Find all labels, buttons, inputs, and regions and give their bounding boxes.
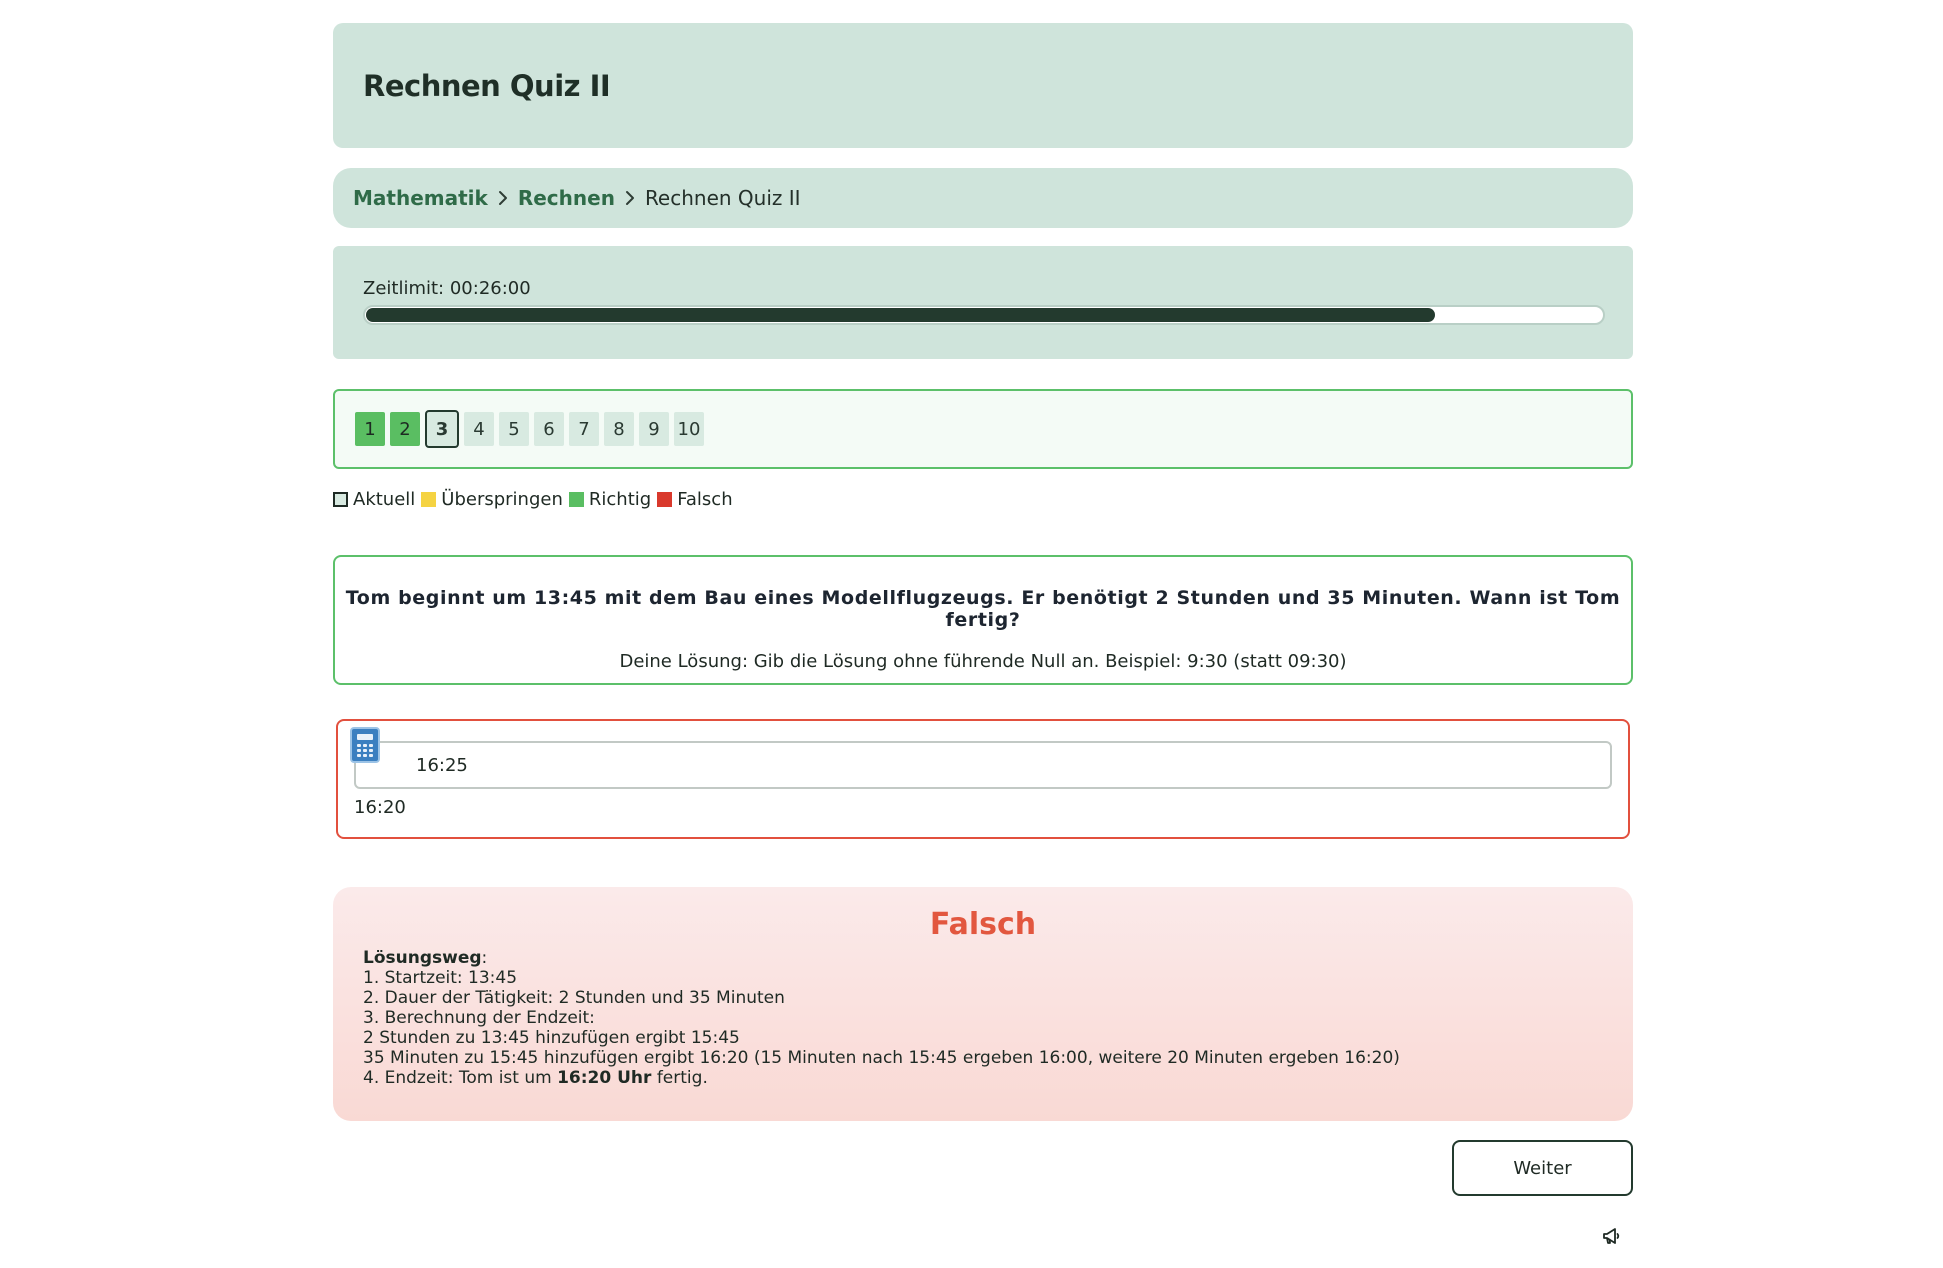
- solution-heading: Lösungsweg: [363, 948, 482, 968]
- question-nav-button-9[interactable]: 9: [639, 412, 669, 446]
- question-hint: Deine Lösung: Gib die Lösung ohne führende Null an. Beispiel: 9:30 (statt 09:30): [619, 651, 1347, 672]
- solution-final-step: [363, 1068, 1603, 1088]
- legend-swatch-skip: [421, 492, 436, 507]
- solution-step: 35 Minuten zu 15:45 hinzufügen ergibt 16:20 (15 Minuten nach 15:45 ergeben 16:00, weitere 20 Minuten ergeben 16:20): [363, 1048, 1400, 1068]
- time-limit-label: Zeitlimit: 00:26:00: [363, 278, 531, 299]
- legend-swatch-correct: [569, 492, 584, 507]
- calculator-icon[interactable]: [350, 727, 380, 763]
- title-panel: [333, 23, 1633, 148]
- feedback-title: Falsch: [929, 907, 1037, 942]
- quiz-container: [333, 23, 1633, 1196]
- question-nav-button-10[interactable]: 10: [674, 412, 704, 446]
- question-card: [333, 555, 1633, 685]
- answer-card: [336, 719, 1630, 839]
- final-step-suffix: fertig.: [651, 1068, 708, 1088]
- chevron-right-icon: [615, 190, 645, 206]
- solution-step: 3. Berechnung der Endzeit:: [363, 1008, 595, 1028]
- legend-label-correct: Richtig: [588, 489, 652, 510]
- feedback-panel: [333, 887, 1633, 1121]
- solution-step: 1. Startzeit: 13:45: [363, 968, 518, 988]
- legend-current: [333, 489, 415, 510]
- action-row: [333, 1140, 1633, 1196]
- legend-skip: [421, 489, 563, 510]
- question-nav-button-4[interactable]: 4: [464, 412, 494, 446]
- solution-step: 2 Stunden zu 13:45 hinzufügen ergibt 15:45: [363, 1028, 740, 1048]
- timer-panel: [333, 246, 1633, 359]
- solution-text: Lösungsweg: 1. Startzeit: 13:45 2. Dauer der Tätigkeit: 2 Stunden und 35 Minuten 3. Berechnung der Endzeit: 2 Stunden zu 13:45 hinzufügen ergibt 15:45 35 Minuten zu 15:45 hinzufügen ergibt 16:20 (15 Minuten nach 15:45 ergeben 16:00, weitere 20 Minuten ergeben 16:20) 4. Endzeit: Tom ist um 16:20 Uhr fertig.: [363, 948, 1603, 1088]
- status-legend: [333, 489, 1633, 510]
- time-progress-bar: [363, 305, 1605, 325]
- breadcrumb-link-rechnen[interactable]: Rechnen: [517, 186, 615, 210]
- question-navigation: [333, 389, 1633, 469]
- question-nav-button-3[interactable]: 3: [425, 410, 459, 448]
- answer-input[interactable]: [354, 741, 1612, 789]
- question-nav-button-2[interactable]: 2: [390, 412, 420, 446]
- question-nav-button-6[interactable]: 6: [534, 412, 564, 446]
- legend-correct: [569, 489, 651, 510]
- question-nav-button-1[interactable]: 1: [355, 412, 385, 446]
- breadcrumb: [333, 168, 1633, 228]
- solution-step: 2. Dauer der Tätigkeit: 2 Stunden und 35 Minuten: [363, 988, 785, 1008]
- question-nav-button-8[interactable]: 8: [604, 412, 634, 446]
- megaphone-icon[interactable]: [1600, 1224, 1624, 1248]
- breadcrumb-current: Rechnen Quiz II: [644, 186, 801, 210]
- legend-label-wrong: Falsch: [677, 489, 733, 510]
- breadcrumb-link-mathematik[interactable]: Mathematik: [353, 186, 488, 210]
- legend-swatch-current: [333, 492, 348, 507]
- legend-label-current: Aktuell: [353, 489, 416, 510]
- next-button[interactable]: Weiter: [1452, 1140, 1633, 1196]
- chevron-right-icon: [488, 190, 518, 206]
- question-text: Tom beginnt um 13:45 mit dem Bau eines Modellflugzeugs. Er benötigt 2 Stunden und 35 Minuten. Wann ist Tom fertig?: [345, 587, 1621, 631]
- question-nav-button-5[interactable]: 5: [499, 412, 529, 446]
- legend-label-skip: Überspringen: [441, 489, 563, 510]
- legend-swatch-wrong: [657, 492, 672, 507]
- final-step-prefix: 4. Endzeit: Tom ist um: [363, 1068, 558, 1088]
- final-step-time: 16:20 Uhr: [557, 1068, 652, 1088]
- time-progress-fill: [366, 308, 1435, 322]
- question-nav-button-7[interactable]: 7: [569, 412, 599, 446]
- correct-answer-text: 16:20: [354, 797, 406, 818]
- legend-wrong: [657, 489, 732, 510]
- page-title: Rechnen Quiz II: [363, 68, 611, 103]
